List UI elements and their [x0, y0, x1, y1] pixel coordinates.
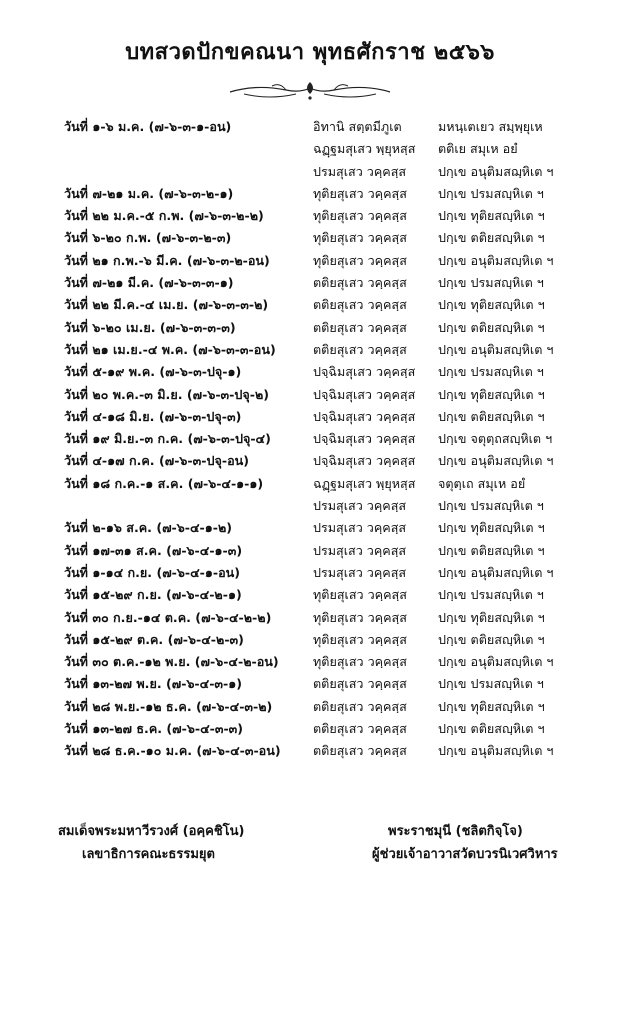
- left-signatory-title: เลขาธิการคณะธรรมยุต: [82, 847, 215, 862]
- schedule-row: [0, 562, 620, 584]
- row-date: วันที่ ๑๓-๒๗ ธ.ค. (๗-๖-๔-๓-๓): [64, 721, 244, 737]
- row-date: วันที่ ๒๘ พ.ย.-๑๒ ธ.ค. (๗-๖-๔-๓-๒): [64, 698, 273, 714]
- row-chant-b: มหนฺเตเยว สมฺพฺยุเห: [438, 119, 543, 134]
- row-chant-a: ตติยสุเสว วคฺคสฺส: [313, 698, 407, 714]
- row-chant-a: ตติยสุเสว วคฺคสฺส: [313, 319, 407, 335]
- row-date: วันที่ ๑๓-๒๗ พ.ย. (๗-๖-๔-๓-๑): [64, 676, 243, 692]
- row-chant-a: ฉฏฺฐมสุเสว พฺยุหสฺส: [313, 475, 416, 491]
- row-chant-a: ตติยสุเสว วคฺคสฺส: [313, 676, 407, 692]
- row-chant-a: ฉฏฺฐมสุเสว พฺยุหสฺส: [313, 141, 416, 157]
- row-chant-b: ปกฺเข ปรมสญฺหิเต ฯ: [438, 587, 544, 603]
- row-chant-b: ปกฺเข อนุติมสญฺหิเต ฯ: [438, 654, 554, 670]
- schedule-row: [0, 428, 620, 450]
- row-chant-b: ปกฺเข ปรมสญฺหิเต ฯ: [438, 498, 544, 514]
- schedule-row: [0, 629, 620, 651]
- ornament-divider-icon: [226, 74, 394, 104]
- row-date: วันที่ ๕-๑๙ พ.ค. (๗-๖-๓-ปจุ-๑): [64, 364, 242, 380]
- row-date: วันที่ ๑๕-๒๙ ก.ย. (๗-๖-๔-๒-๑): [64, 587, 242, 603]
- row-chant-a: ปจฺฉิมสุเสว วคฺคสฺส: [313, 408, 416, 424]
- row-date: วันที่ ๑๘ ก.ค.-๑ ส.ค. (๗-๖-๔-๑-๑): [64, 475, 264, 491]
- schedule-row: [0, 250, 620, 272]
- schedule-row: [0, 161, 620, 183]
- row-chant-a: ทุติยสุเสว วคฺคสฺส: [313, 208, 407, 224]
- row-chant-b: ปกฺเข ตติยสญฺหิเต ฯ: [438, 542, 545, 558]
- schedule-row: [0, 384, 620, 406]
- row-date: วันที่ ๔-๑๘ มิ.ย. (๗-๖-๓-ปจุ-๓): [64, 408, 242, 424]
- schedule-row: [0, 227, 620, 249]
- row-chant-a: ปจฺฉิมสุเสว วคฺคสฺส: [313, 386, 416, 402]
- row-date: วันที่ ๒๐ พ.ค.-๓ มิ.ย. (๗-๖-๓-ปจุ-๒): [64, 386, 270, 402]
- schedule-row: [0, 272, 620, 294]
- row-chant-a: ทุติยสุเสว วคฺคสฺส: [313, 654, 407, 670]
- schedule-row: [0, 495, 620, 517]
- schedule-row: [0, 205, 620, 227]
- schedule-row: [0, 540, 620, 562]
- row-chant-a: ปรมสุเสว วคฺคสฺส: [313, 498, 407, 514]
- row-chant-a: ปจฺฉิมสุเสว วคฺคสฺส: [313, 431, 416, 447]
- row-date: วันที่ ๒๑ เม.ย.-๔ พ.ค. (๗-๖-๓-๓-อน): [64, 341, 276, 357]
- row-date: วันที่ ๒-๑๖ ส.ค. (๗-๖-๔-๑-๒): [64, 520, 233, 536]
- row-chant-b: ปกฺเข ทุติยสญฺหิเต ฯ: [438, 609, 545, 625]
- row-chant-a: ทุติยสุเสว วคฺคสฺส: [313, 587, 407, 603]
- row-date: วันที่ ๒๒ มี.ค.-๔ เม.ย. (๗-๖-๓-๓-๒): [64, 297, 269, 313]
- row-chant-a: ตติยสุเสว วคฺคสฺส: [313, 721, 407, 737]
- schedule-row: [0, 317, 620, 339]
- row-chant-a: ปรมสุเสว วคฺคสฺส: [313, 520, 407, 536]
- row-chant-b: ปกฺเข ตติยสญฺหิเต ฯ: [438, 721, 545, 737]
- left-signatory-name: สมเด็จพระมหาวีรวงศ์ (อคฺคชิโน): [58, 824, 245, 839]
- schedule-row: [0, 517, 620, 539]
- schedule-row: [0, 183, 620, 205]
- schedule-row: [0, 584, 620, 606]
- row-chant-b: ปกฺเข ปรมสญฺหิเต ฯ: [438, 185, 544, 201]
- row-chant-b: ปกฺเข อนุติมสญฺหิเต ฯ: [438, 453, 554, 469]
- schedule-row: [0, 339, 620, 361]
- row-chant-b: ปกฺเข ทุติยสญฺหิเต ฯ: [438, 386, 545, 402]
- row-chant-a: ปจฺฉิมสุเสว วคฺคสฺส: [313, 364, 416, 380]
- row-date: วันที่ ๔-๑๗ ก.ค. (๗-๖-๓-ปจุ-อน): [64, 453, 250, 469]
- row-chant-b: ตติเย สมุเห อยํ: [438, 141, 518, 157]
- right-signatory-name: พระราชมุนี (ชลิตกิจฺโจ): [388, 824, 523, 839]
- row-date: วันที่ ๒๒ ม.ค.-๕ ก.พ. (๗-๖-๓-๒-๒): [64, 208, 264, 224]
- row-chant-b: ปกฺเข ตติยสญฺหิเต ฯ: [438, 631, 545, 647]
- row-chant-a: ทุติยสุเสว วคฺคสฺส: [313, 631, 407, 647]
- row-chant-b: ปกฺเข อนุติมสฌฺหิเต ฯ: [438, 163, 554, 179]
- row-chant-a: ตติยสุเสว วคฺคสฺส: [313, 275, 407, 291]
- row-date: วันที่ ๒๘ ธ.ค.-๑๐ ม.ค. (๗-๖-๔-๓-อน): [64, 743, 281, 759]
- row-chant-b: ปกฺเข อนุติมสญฺหิเต ฯ: [438, 252, 554, 268]
- row-chant-b: ปกฺเข ทุติยสญฺหิเต ฯ: [438, 698, 545, 714]
- row-chant-a: ตติยสุเสว วคฺคสฺส: [313, 341, 407, 357]
- row-date: วันที่ ๑๗-๓๑ ส.ค. (๗-๖-๔-๑-๓): [64, 542, 243, 558]
- row-chant-b: ปกฺเข ตติยสญฺหิเต ฯ: [438, 230, 545, 246]
- row-chant-a: ตติยสุเสว วคฺคสฺส: [313, 297, 407, 313]
- row-date: วันที่ ๑-๖ ม.ค. (๗-๖-๓-๑-อน): [64, 119, 232, 134]
- row-chant-b: ปกฺเข ปรมสญฺหิเต ฯ: [438, 275, 544, 291]
- schedule-row: [0, 138, 620, 160]
- row-chant-a: ปรมสุเสว วคฺคสฺส: [313, 564, 407, 580]
- row-chant-b: ปกฺเข ทุติยสญฺหิเต ฯ: [438, 208, 545, 224]
- schedule-row: [0, 718, 620, 740]
- right-signatory-title: ผู้ช่วยเจ้าอาวาสวัดบวรนิเวศวิหาร: [372, 847, 558, 862]
- row-chant-b: ปกฺเข ปรมสญฺหิเต ฯ: [438, 676, 544, 692]
- row-date: วันที่ ๑๙ มิ.ย.-๓ ก.ค. (๗-๖-๓-ปจุ-๔): [64, 431, 271, 447]
- row-chant-b: ปกฺเข ปรมสญฺหิเต ฯ: [438, 364, 544, 380]
- schedule-row: [0, 673, 620, 695]
- row-chant-a: ทุติยสุเสว วคฺคสฺส: [313, 230, 407, 246]
- row-chant-b: ปกฺเข ทุติยสญฺหิเต ฯ: [438, 297, 545, 313]
- row-chant-a: อิทานิ สตฺตมีภูเต: [313, 119, 402, 134]
- row-chant-a: ปรมสุเสว วคฺคสฺส: [313, 163, 407, 179]
- row-chant-a: ทุติยสุเสว วคฺคสฺส: [313, 252, 407, 268]
- row-date: วันที่ ๒๑ ก.พ.-๖ มี.ค. (๗-๖-๓-๒-อน): [64, 252, 270, 268]
- schedule-row: [0, 406, 620, 428]
- schedule-row: [0, 450, 620, 472]
- row-chant-a: ทุติยสุเสว วคฺคสฺส: [313, 609, 407, 625]
- row-chant-a: ปรมสุเสว วคฺคสฺส: [313, 542, 407, 558]
- row-date: วันที่ ๗-๒๑ ม.ค. (๗-๖-๓-๒-๑): [64, 185, 234, 201]
- schedule-row: [0, 294, 620, 316]
- row-date: วันที่ ๓๐ ต.ค.-๑๒ พ.ย. (๗-๖-๔-๒-อน): [64, 654, 279, 670]
- row-chant-b: ปกฺเข ตติยสญฺหิเต ฯ: [438, 408, 545, 424]
- row-chant-a: ตติยสุเสว วคฺคสฺส: [313, 743, 407, 759]
- schedule-row: [0, 361, 620, 383]
- schedule-row: [0, 473, 620, 495]
- row-chant-b: ปกฺเข อนุติมสญฺหิเต ฯ: [438, 564, 554, 580]
- schedule-row: [0, 607, 620, 629]
- chant-schedule: [0, 116, 620, 763]
- row-chant-b: ปกฺเข จตุตฺถสญฺหิเต ฯ: [438, 431, 553, 447]
- row-chant-b: ปกฺเข อนุติมสญฺหิเต ฯ: [438, 341, 554, 357]
- row-chant-b: ปกฺเข ทุติยสญฺหิเต ฯ: [438, 520, 545, 536]
- page-title: บทสวดปักขคณนา พุทธศักราช ๒๕๖๖: [125, 40, 495, 65]
- schedule-row: [0, 740, 620, 762]
- row-date: วันที่ ๗-๒๑ มี.ค. (๗-๖-๓-๓-๑): [64, 275, 234, 291]
- row-date: วันที่ ๖-๒๐ เม.ย. (๗-๖-๓-๓-๓): [64, 319, 236, 335]
- row-chant-b: จตุตฺเถ สมุเห อยํ: [438, 475, 526, 491]
- schedule-row: [0, 116, 620, 138]
- row-date: วันที่ ๖-๒๐ ก.พ. (๗-๖-๓-๒-๓): [64, 230, 232, 246]
- row-chant-a: ทุติยสุเสว วคฺคสฺส: [313, 185, 407, 201]
- row-date: วันที่ ๑-๑๔ ก.ย. (๗-๖-๔-๑-อน): [64, 564, 241, 580]
- schedule-row: [0, 696, 620, 718]
- row-chant-a: ปจฺฉิมสุเสว วคฺคสฺส: [313, 453, 416, 469]
- row-chant-b: ปกฺเข อนุติมสญฺหิเต ฯ: [438, 743, 554, 759]
- row-chant-b: ปกฺเข ตติยสญฺหิเต ฯ: [438, 319, 545, 335]
- row-date: วันที่ ๓๐ ก.ย.-๑๔ ต.ค. (๗-๖-๔-๒-๒): [64, 609, 272, 625]
- schedule-row: [0, 651, 620, 673]
- row-date: วันที่ ๑๕-๒๙ ต.ค. (๗-๖-๔-๒-๓): [64, 631, 244, 647]
